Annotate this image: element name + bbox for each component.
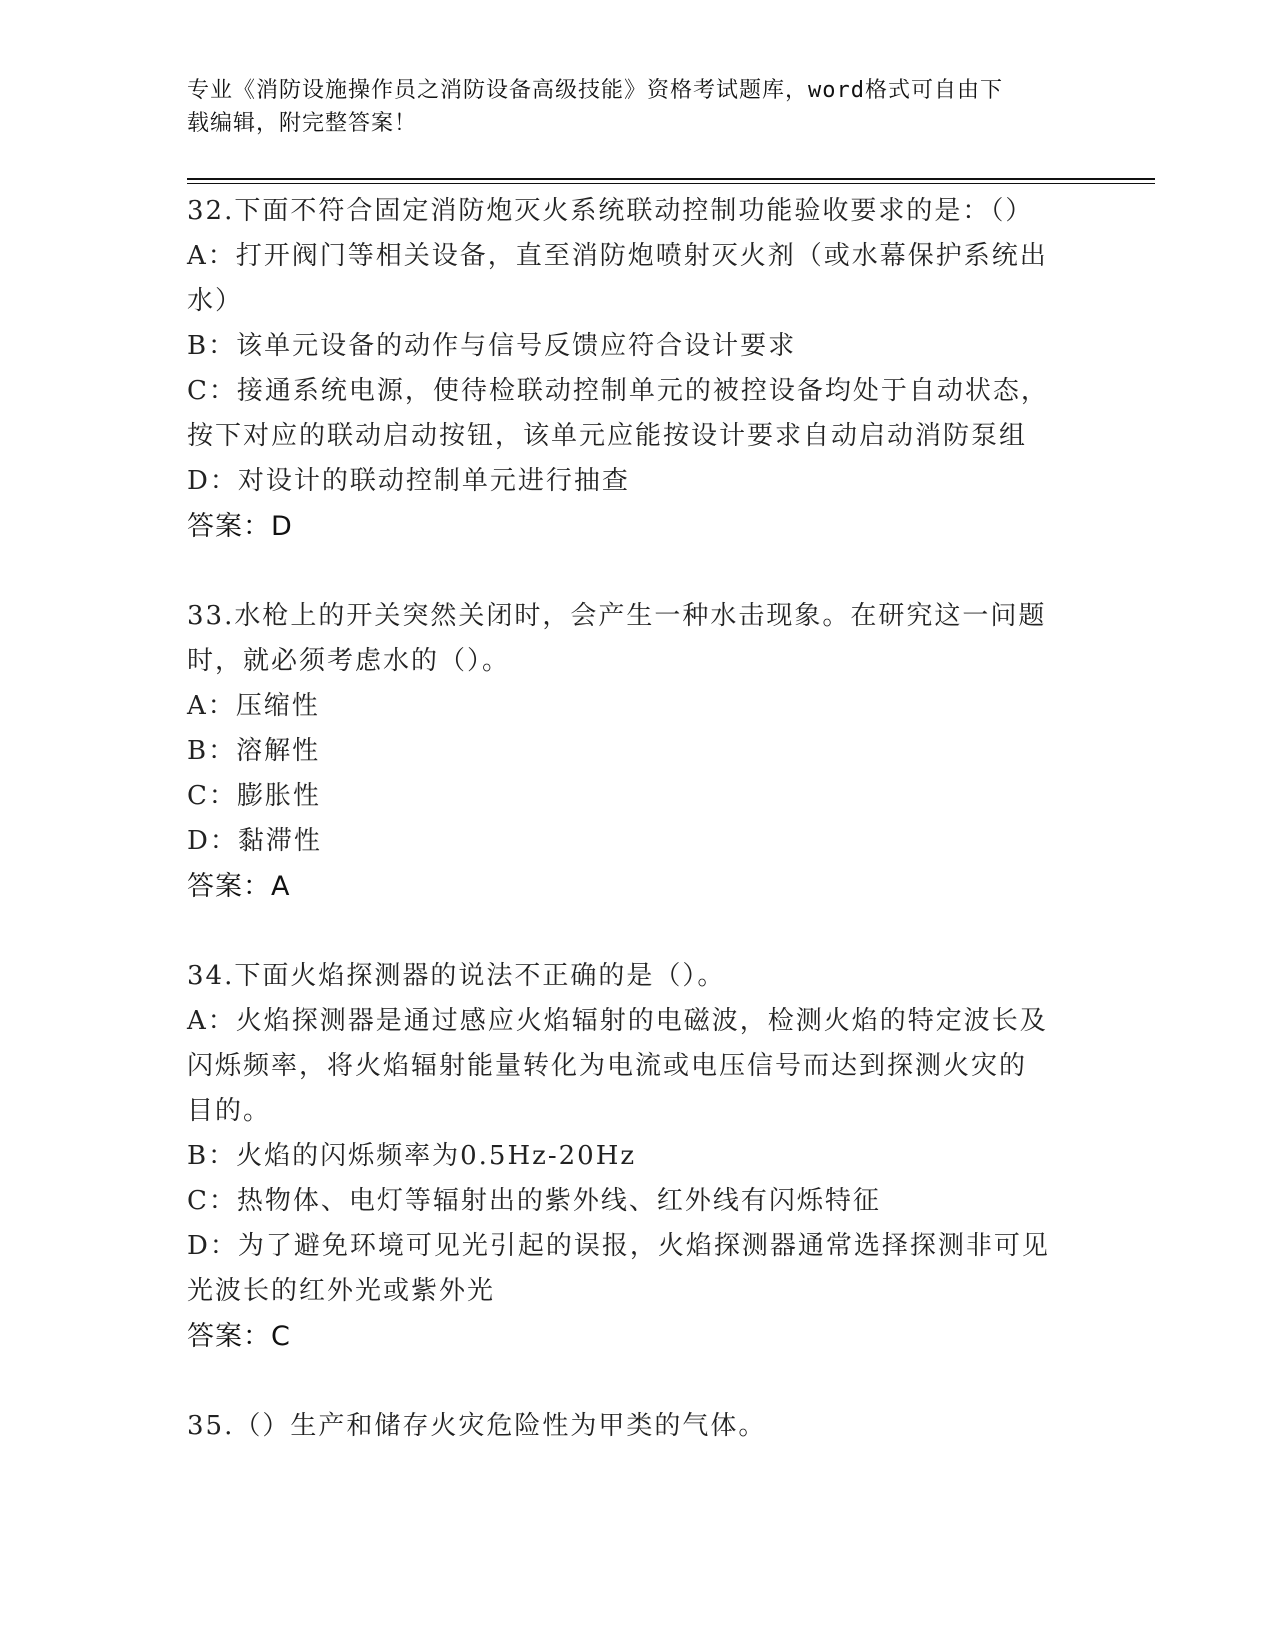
option-line: B：溶解性 — [187, 736, 321, 766]
answer-label: 答案：C — [187, 1321, 291, 1352]
question-spacer — [187, 549, 1087, 594]
header-line: 专业《消防设施操作员之消防设备高级技能》资格考试题库，word格式可自由下 — [187, 78, 1003, 103]
option-line: 水） — [187, 286, 244, 316]
question-spacer — [187, 909, 1087, 954]
answer-label: 答案：D — [187, 511, 293, 542]
option-line: 按下对应的联动启动按钮，该单元应能按设计要求自动启动消防泵组 — [187, 421, 1028, 451]
question-spacer — [187, 1359, 1087, 1404]
option-line: C：膨胀性 — [187, 781, 321, 811]
option-line: D：为了避免环境可见光引起的误报，火焰探测器通常选择探测非可见 — [187, 1231, 1050, 1261]
option-line: D：对设计的联动控制单元进行抽查 — [187, 466, 630, 496]
header-divider-thin — [187, 183, 1155, 184]
header-line: 载编辑，附完整答案！ — [187, 111, 418, 136]
question-block — [187, 1404, 1087, 1449]
question-block — [187, 954, 1087, 1359]
question-list — [187, 189, 1087, 1449]
option-line: 目的。 — [187, 1096, 272, 1126]
option-line: 闪烁频率，将火焰辐射能量转化为电流或电压信号而达到探测火灾的 — [187, 1051, 1028, 1081]
option-line: 光波长的红外光或紫外光 — [187, 1276, 496, 1306]
question-stem-line: 时，就必须考虑水的（）。 — [187, 646, 511, 676]
question-block — [187, 594, 1087, 909]
question-stem-line: 34.下面火焰探测器的说法不正确的是（）。 — [187, 961, 726, 991]
question-stem-line: 32.下面不符合固定消防炮灭火系统联动控制功能验收要求的是：（） — [187, 196, 1034, 226]
option-line: A：火焰探测器是通过感应火焰辐射的电磁波，检测火焰的特定波长及 — [187, 1006, 1048, 1036]
question-block — [187, 189, 1087, 549]
document-header — [187, 74, 1067, 140]
option-line: D：黏滞性 — [187, 826, 322, 856]
answer-label: 答案：A — [187, 871, 291, 902]
option-line: B：该单元设备的动作与信号反馈应符合设计要求 — [187, 331, 797, 361]
question-stem-line: 33.水枪上的开关突然关闭时，会产生一种水击现象。在研究这一问题 — [187, 601, 1047, 631]
option-line: A：压缩性 — [187, 691, 320, 721]
header-divider — [187, 178, 1155, 180]
option-line: A：打开阀门等相关设备，直至消防炮喷射灭火剂（或水幕保护系统出 — [187, 241, 1048, 271]
question-stem-line: 35.（）生产和储存火灾危险性为甲类的气体。 — [187, 1411, 767, 1441]
option-line: C：接通系统电源，使待检联动控制单元的被控设备均处于自动状态， — [187, 376, 1049, 406]
option-line: B：火焰的闪烁频率为0.5Hz-20Hz — [187, 1141, 637, 1171]
option-line: C：热物体、电灯等辐射出的紫外线、红外线有闪烁特征 — [187, 1186, 881, 1216]
